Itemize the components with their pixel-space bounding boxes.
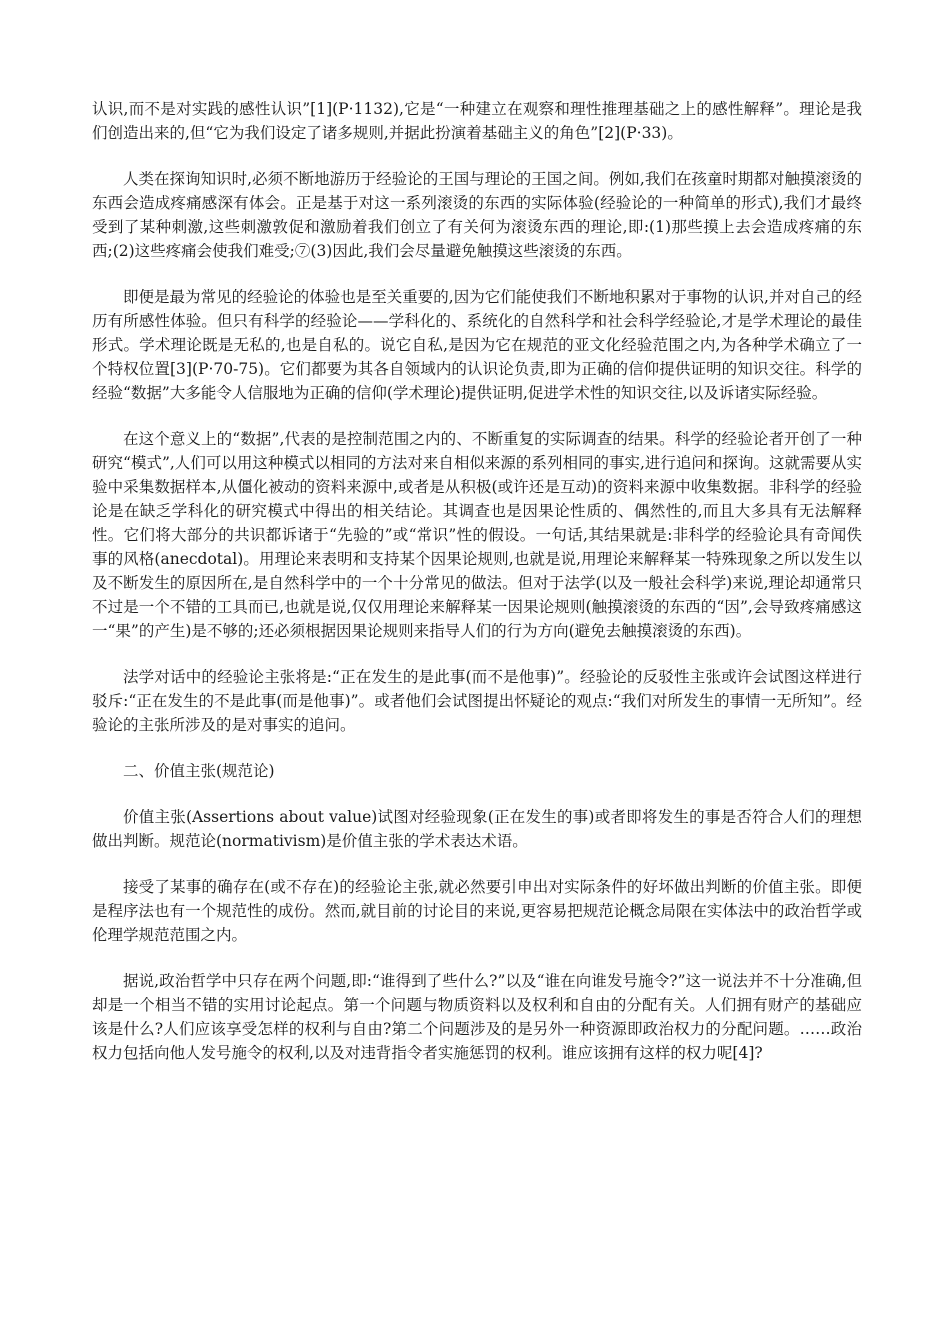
paragraph-empiricism-intro: 人类在探询知识时,必须不断地游历于经验论的王国与理论的王国之间。例如,我们在孩童时期都对触摸滚烫的东西会造成疼痛感深有体会。正是基于对这一系列滚烫的东西的实际体验(经验论的一种简单的形式),我们才最终受到了某种刺激,这些刺激敦促和激励着我们创立了有关何为滚烫东西的理论,即:(1)那些摸上去会造成疼痛的东西;(2)这些疼痛会使我们难受;⑦(3)因此,我们会尽量避免触摸这些滚烫的东西。	[92, 170, 862, 260]
paragraph-value-assertions: 价值主张(Assertions about value)试图对经验现象(正在发生的事)或者即将发生的事是否符合人们的理想做出判断。规范论(normativism)是价值主张的学术表达术语。	[92, 808, 862, 850]
paragraph-political-philosophy: 据说,政治哲学中只存在两个问题,即:“谁得到了些什么?”以及“谁在向谁发号施令?”这一说法并不十分准确,但却是一个相当不错的实用讨论起点。第一个问题与物质资料以及权利和自由的分配有关。人们拥有财产的基础应该是什么?人们应该享受怎样的权利与自由?第二个问题涉及的是另外一种资源即政治权力的分配问题。……政治权力包括向他人发号施令的权利,以及对违背指令者实施惩罚的权利。谁应该拥有这样的权力呢[4]?	[92, 972, 862, 1062]
paragraph-data-meaning: 在这个意义上的“数据”,代表的是控制范围之内的、不断重复的实际调查的结果。科学的经验论者开创了一种研究“模式”,人们可以用这种模式以相同的方法对来自相似来源的系列相同的事实,进行追问和探询。这就需要从实验中采集数据样本,从僵化被动的资料来源中,或者是从积极(或许还是互动)的资料来源中收集数据。非科学的经验论是在缺乏学科化的研究模式中得出的相关结论。其调查也是因果论性质的、偶然性的,而且大多具有无法解释性。它们将大部分的共识都诉诸于“先验的”或“常识”性的假设。一句话,其结果就是:非科学的经验论具有奇闻佚事的风格(anecdotal)。用理论来表明和支持某个因果论规则,也就是说,用理论来解释某一特殊现象之所以发生以及不断发生的原因所在,是自然科学中的一个十分常见的做法。但对于法学(以及一般社会科学)来说,理论却通常只不过是一个不错的工具而已,也就是说,仅仅用理论来解释某一因果论规则(触摸滚烫的东西的“因”,会导致疼痛感这一“果”的产生)是不够的;还必须根据因果论规则来指导人们的行为方向(避免去触摸滚烫的东西)。	[92, 430, 862, 640]
paragraph-scientific-empiricism: 即便是最为常见的经验论的体验也是至关重要的,因为它们能使我们不断地积累对于事物的认识,并对自己的经历有所感性体验。但只有科学的经验论——学科化的、系统化的自然科学和社会科学经验论,才是学术理论的最佳形式。学术理论既是无私的,也是自私的。说它自私,是因为它在规范的亚文化经验范围之内,为各种学术确立了一个特权位置[3](P·70-75)。它们都要为其各自领域内的认识论负责,即为正确的信仰提供证明的知识交往。科学的经验“数据”大多能令人信服地为正确的信仰(学术理论)提供证明,促进学术性的知识交往,以及诉诸实际经验。	[92, 288, 862, 402]
paragraph-normativism: 接受了某事的确存在(或不存在)的经验论主张,就必然要引申出对实际条件的好坏做出判断的价值主张。即便是程序法也有一个规范性的成份。然而,就目前的讨论目的来说,更容易把规范论概念局限在实体法中的政治哲学或伦理学规范范围之内。	[92, 878, 862, 944]
paragraph-continuation: 认识,而不是对实践的感性认识”[1](P·1132),它是“一种建立在观察和理性推理基础之上的感性解释”。理论是我们创造出来的,但“它为我们设定了诸多规则,并据此扮演着基础主义的角色”[2](P·33)。	[92, 100, 862, 142]
paragraph-legal-dialogue: 法学对话中的经验论主张将是:“正在发生的是此事(而不是他事)”。经验论的反驳性主张或许会试图这样进行驳斥:“正在发生的不是此事(而是他事)”。或者他们会试图提出怀疑论的观点:“我们对所发生的事情一无所知”。经验论的主张所涉及的是对事实的追问。	[92, 668, 862, 734]
section-heading-value-assertions: 二、价值主张(规范论)	[123, 762, 275, 780]
document-page	[92, 97, 862, 1087]
